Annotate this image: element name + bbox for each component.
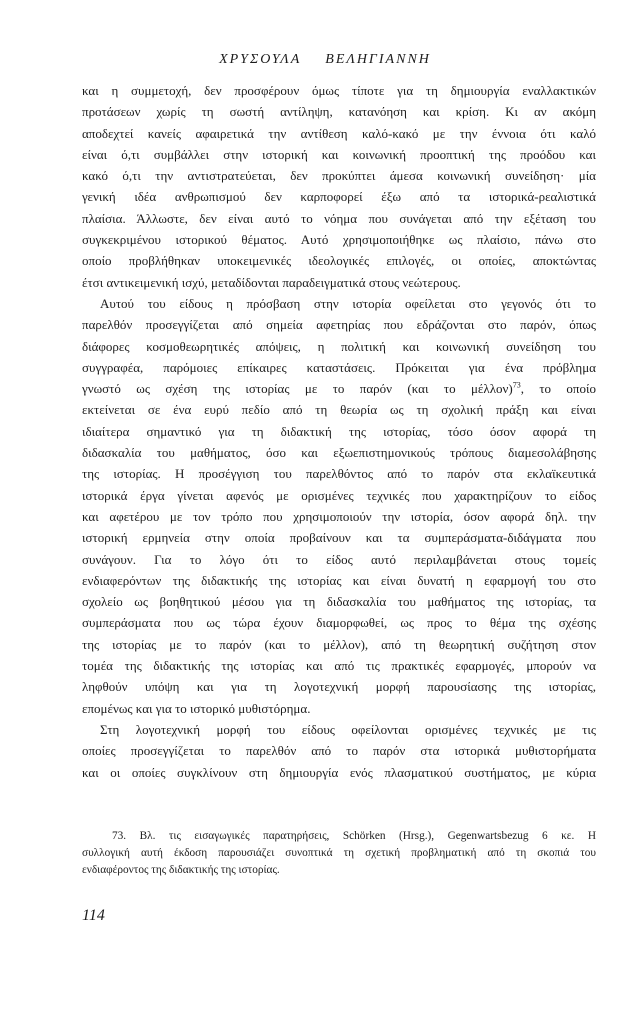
text-line: και οι οποίες συγκλίνουν στη δημιουργία ενός πλασματικού συστήματος, με κύρια xyxy=(82,764,596,780)
text-line: επομένως και για το ιστορικό μυθιστόρημα. xyxy=(82,700,311,716)
text-line: προτάσεων χωρίς τη σωστή αντίληψη, κατανόηση και κρίση. Κι αν ακόμη xyxy=(82,104,596,120)
text-line: και αφετέρου με τον τρόπο που χρησιμοποιούν την ιστορία, όσον αφορά δηλ. την xyxy=(82,508,596,524)
text-line: Στη λογοτεχνική μορφή του είδους οφείλονται ορισμένες τεχνικές με τις xyxy=(100,721,596,737)
text-line: ιστορικά έργα γίνεται αφενός με ορισμένες τεχνικές που χαρακτηρίζουν το είδος xyxy=(82,487,596,503)
text-line: της ιστορίας. Η προσέγγιση του παρελθόντος από το παρόν στα εκλαϊκευτικά xyxy=(82,466,596,482)
footnote xyxy=(82,828,596,879)
text-line: Αυτού του είδους η πρόσβαση στην ιστορία οφείλεται στο γεγονός ότι το xyxy=(100,295,596,311)
text-line: συμπεράσματα που ως τώρα έχουν διαμορφωθεί, ως προς το θέμα της σχέσης xyxy=(82,615,596,631)
author-first-name: ΧΡΥΣΟΥΛΑ xyxy=(219,52,302,67)
text-line: έτσι αντικειμενική ισχύ, μεταδίδονται παραδειγματικά στους νεώτερους. xyxy=(82,274,461,290)
text-line: παρελθόν προσεγγίζεται από σημεία αφετηρίας που εδράζονται στο παρόν, όπως xyxy=(82,317,596,333)
body-text xyxy=(82,80,596,783)
text-line-segment: γνωστό ως σχέση της ιστορίας με το παρόν (και το μέλλον) xyxy=(82,381,513,397)
text-line: της ιστορίας με το παρόν (και το μέλλον), από τη θεωρητική συζήτηση στον xyxy=(82,636,596,652)
author-last-name: ΒΕΛΗΓΙΑΝΝΗ xyxy=(325,52,431,67)
text-line-with-footnote xyxy=(82,378,596,399)
text-line: διδασκαλία του μαθήματος, όσο και εξωεπιστημονικούς τρόπους διαμεσολάβησης xyxy=(82,445,596,461)
text-line: οποίο προβλήθηκαν υποκειμενικές ιδεολογικές επιλογές, οι οποίες, αποκτώντας xyxy=(82,253,596,269)
footnote-line: 73. Βλ. τις εισαγωγικές παρατηρήσεις, Schörken (Hrsg.), Gegenwartsbezug 6 κε. Η xyxy=(112,830,596,842)
text-line: τομέα της διδακτικής της ιστορίας και από τις πρακτικές εφαρμογές, μπορούν να xyxy=(82,658,596,674)
text-line: συγγραφέα, παρόμοιες επίκαιρες καταστάσεις. Πρόκειται για ένα πρόβλημα xyxy=(82,359,596,375)
text-line: αποδεχτεί κανείς αφαιρετικά την αντίθεση καλό-κακό με την έννοια ότι καλό xyxy=(82,125,596,141)
text-line: και η συμμετοχή, δεν προσφέρουν όμως τίποτε για τη δημιουργία εναλλακτικών xyxy=(82,83,596,98)
text-line: ληφθούν υπόψη και για τη λογοτεχνική μορφή παρουσίασης της ιστορίας, xyxy=(82,679,596,695)
running-head xyxy=(60,52,590,68)
text-line: ιστορική ερμηνεία στην οποία προβαίνουν και τα συμπεράσματα-διδάγματα που xyxy=(82,530,596,546)
text-line: οποίες προσεγγίζεται το παρελθόν από το παρόν στα ιστορικά μυθιστορήματα xyxy=(82,743,596,759)
text-line: κακό ό,τι την αντιστρατεύεται, δεν προκύπτει άμεσα κοινωνική συνείδηση· μία xyxy=(82,168,596,184)
text-line: γενική ιδέα ανθρωπισμού δεν καρποφορεί έξω από τα ιστορικά-ρεαλιστικά xyxy=(82,189,596,205)
text-line: ενδιαφερόντων της διδακτικής της ιστορίας και είναι δυνατή η εφαρμογή του στο xyxy=(82,572,596,588)
footnote-line: ενδιαφέροντος της διδακτικής της ιστορίας. xyxy=(82,864,280,876)
page-number: 114 xyxy=(82,907,105,924)
text-line: εκτείνεται σε ένα ευρύ πεδίο από τη θεωρία ως τη σχολική πράξη και είναι xyxy=(82,402,596,418)
footnote-reference[interactable]: 73 xyxy=(512,380,521,390)
text-line: συγκεκριμένου ιστορικού θέματος. Αυτό χρησιμοποιήθηκε ως πλαίσιο, πάνω στο xyxy=(82,232,596,248)
text-line: ιδιαίτερα σημαντικό για τη διδακτική της ιστορίας, τόσο όσον αφορά τη xyxy=(82,423,596,439)
footnote-line: συλλογική αυτή έκδοση παρουσιάζει συνοπτικά τη σχετική προβληματική από τη σκοπιά του xyxy=(82,847,596,859)
text-line: πλαίσια. Άλλωστε, δεν είναι αυτό το νόημα που συνάγεται από την εξέταση του xyxy=(82,210,596,226)
text-line: σχολείο ως βοηθητικού μέσου για τη διδασκαλία του μαθήματος της ιστορίας, τα xyxy=(82,594,596,610)
text-line-segment: , το οποίο xyxy=(520,381,596,397)
text-line: διάφορες κοσμοθεωρητικές απόψεις, η πολιτική και κοινωνική συνείδηση του xyxy=(82,338,596,354)
text-line: είναι ό,τι συμβάλλει στην ιστορική και κοινωνική προοπτική της προόδου και xyxy=(82,146,596,162)
text-line: συνάγουν. Για το λόγο ότι το είδος αυτό περιλαμβάνεται στους τομείς xyxy=(82,551,596,567)
